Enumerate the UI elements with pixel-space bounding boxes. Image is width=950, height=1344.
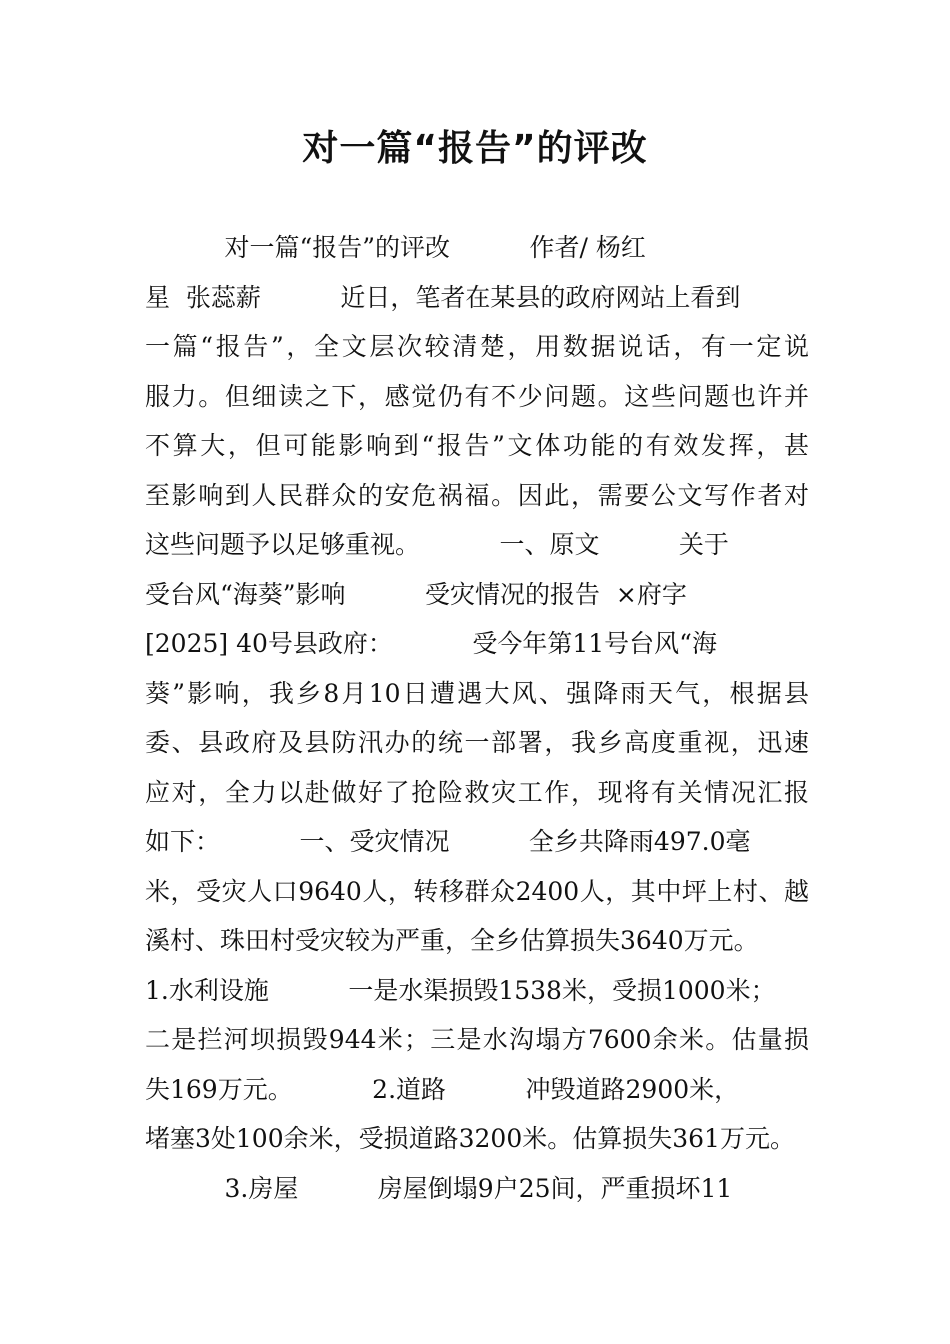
body-line-10: 葵”影响，我乡8月10日遭遇大风、强降雨天气，根据县 xyxy=(145,678,809,708)
body-line-14: 米，受灾人口9640人，转移群众2400人，其中坪上村、越 xyxy=(145,876,809,906)
body-line-18: 失169万元。 2.道路 冲毁道路2900米， xyxy=(145,1074,740,1104)
document-title: 对一篇“报告”的评改 xyxy=(302,128,648,169)
body-line-17: 二是拦河坝损毁944米；三是水沟塌方7600余米。估量损 xyxy=(145,1025,809,1054)
body-line-2: 星 张蕊薪 近日，笔者在某县的政府网站上看到 xyxy=(145,282,741,312)
body-line-19: 堵塞3处100余米，受损道路3200米。估算损失361万元。 xyxy=(145,1124,795,1153)
body-line-4: 服力。但细读之下，感觉仍有不少问题。这些问题也许并 xyxy=(145,381,809,411)
body-line-16: 1.水利设施 一是水渠损毁1538米，受损1000米； xyxy=(145,975,776,1005)
body-line-9: [2025] 40号县政府： 受今年第11号台风“海 xyxy=(145,629,717,658)
body-line-13: 如下： 一、受灾情况 全乡共降雨497.0毫 xyxy=(145,827,751,856)
body-line-5: 不算大，但可能影响到“报告”文体功能的有效发挥，甚 xyxy=(145,431,809,460)
body-line-3: 一篇“报告”，全文层次较清楚，用数据说话，有一定说 xyxy=(145,332,809,361)
body-line-8: 受台风“海葵”影响 受灾情况的报告 ×府字 xyxy=(145,579,687,609)
body-line-7: 这些问题予以足够重视。 一、原文 关于 xyxy=(145,530,729,559)
body-line-1: 对一篇“报告”的评改 作者/ 杨红 xyxy=(145,233,646,262)
body-line-11: 委、县政府及县防汛办的统一部署，我乡高度重视，迅速 xyxy=(145,728,809,757)
document-body xyxy=(145,223,809,1213)
body-line-20: 3.房屋 房屋倒塌9户25间，严重损坏11 xyxy=(145,1173,733,1203)
body-line-15: 溪村、珠田村受灾较为严重，全乡估算损失3640万元。 xyxy=(145,926,759,955)
body-line-6: 至影响到人民群众的安危祸福。因此，需要公文写作者对 xyxy=(145,480,809,510)
body-line-12: 应对，全力以赴做好了抢险救灾工作，现将有关情况汇报 xyxy=(145,777,809,807)
